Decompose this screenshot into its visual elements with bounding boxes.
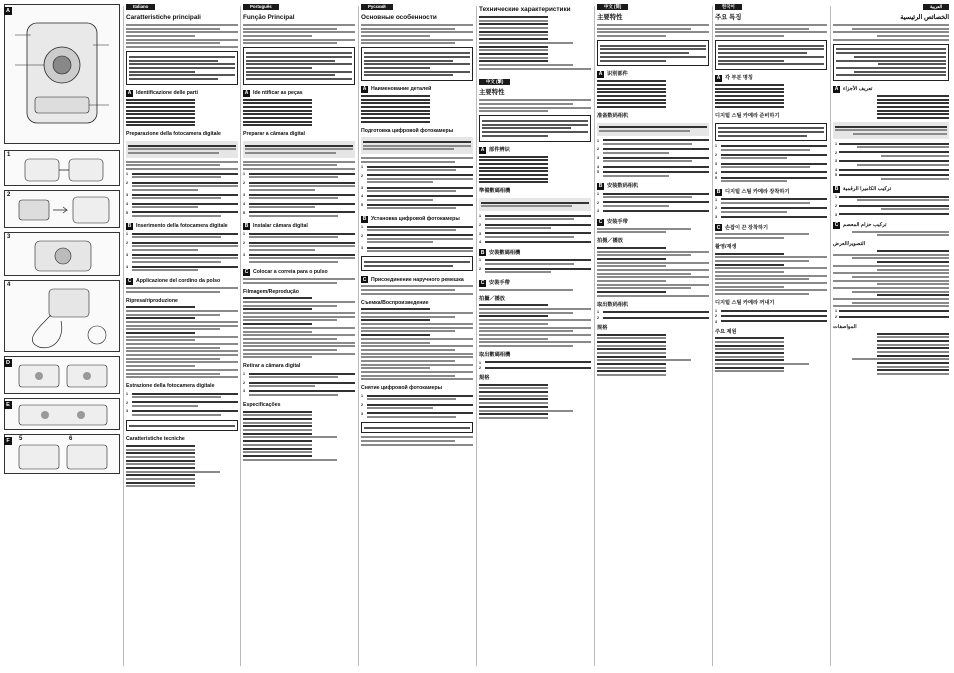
chinese-simp-section-prepare: 准备数码相机 [597,113,629,119]
korean-title: 주요 특징 [715,14,742,21]
chinese-trad-section-parts: A 部件辨识 [480,146,510,153]
language-tab-chinese-simp: 中文 (简) [597,4,628,10]
italiano-section-strap: C Applicazione del cordino da polso [127,278,221,285]
portugues-title: Função Principal [243,14,295,21]
italiano-section-prepare: Preparazione della fotocamera digitale [126,131,221,138]
language-tab-chinese-trad: 中文 (繁) [479,79,510,85]
korean-section-parts: A 각 부분 명칭 [716,75,753,82]
chinese-trad-section-install: B 安裝數碼相機 [480,249,521,256]
figure-step-3 [4,232,120,276]
figure-letter-f-panel [4,434,120,474]
column-divider [240,6,241,666]
housing-front-illustration [5,5,120,145]
korean-section-prepare: 디지털 스틸 카메라 준비하기 [715,113,780,119]
portugues-section-parts: A Ide ntificar as peças [244,89,303,96]
insert-camera-illustration [5,191,120,229]
figure-step-2-label: 2 [7,192,11,198]
korean-section-specs: 주요 제원 [715,328,737,335]
figure-letter-a: A [4,7,12,15]
figure-step-4-label: 4 [7,282,11,288]
column-russian: Русский Основные особенности A Наименование деталей Подготовка цифровой фотокамеры 1 2 3 4 5 B Установка цифровой фотокамеры 1 2 3 C Присоединение наручного ремешка Съемка/Воспроизведение Снятие цифровой фотокамеры 1 2 3 [361,4,473,668]
chinese-simp-section-install: B 安装数码相机 [598,183,639,190]
illustration-column [4,4,120,668]
russian-section-shoot: Съемка/Воспроизведение [361,299,429,306]
italiano-section-insert: B Inserimento della fotocamera digitale [127,223,228,230]
figure-step-1 [4,150,120,186]
italiano-section-remove: Estrazione della fotocamera digitale [126,383,215,390]
open-housing-illustration [5,151,120,187]
arabic-section-install: B تركيب الكاميرا الرقمية [834,186,892,193]
russian-section-prepare: Подготовка цифровой фотокамеры [361,127,454,134]
korean-section-install: B 디지털 스틸 카메라 장착하기 [716,188,790,195]
close-housing-illustration [5,233,120,277]
chinese-simp-section-strap: C 安装手带 [598,218,628,225]
russian-specs-title: Технические характеристики [479,6,571,13]
italiano-title: Caratteristiche principali [126,14,201,21]
column-divider [830,6,831,666]
buttons-illustration-e [5,399,120,431]
figure-step-1-label: 1 [7,152,11,158]
italiano-section-parts: A Identificazione delle parti [127,89,198,96]
arabic-section-parts: A تعريف الأجزاء [834,86,873,93]
arabic-title: الخصائص الرئيسية [900,14,949,21]
chinese-simp-title: 主要特性 [597,14,623,21]
column-italiano: Italiano Caratteristiche principali A Identificazione delle parti Preparazione della fotocamera digitale 1 2 3 4 5 B Inserimento della fotocamera digitale 1 2 3 4 C Applicazione del cordino da polso Ripresa/riproduzione Estrazione della fotocamera digitale 1 2 3 Caratteristiche tecniche [126,4,238,668]
language-tab-russian: Русский [361,4,393,10]
korean-section-shoot: 촬영/재생 [715,244,737,250]
column-korean: 한국어 주요 특징 A 각 부분 명칭 디지털 스틸 카메라 준비하기 1 2 3 4 5 B 디지털 스틸 카메라 장착하기 1 2 3 C 손잡이 끈 장착하기 촬영/재생 디지털 스틸 카메라 꺼내기 1 2 3 주요 제원 [715,4,827,668]
column-divider [712,6,713,666]
column-portugues: Português Função Principal A Ide ntificar as peças Preparar a câmara digital 1 2 3 4 5 B Instalar câmara digital 1 2 3 C Colocar a correia para o pulso Filmagem/Reprodução Retirar a câmara digital 1 2 3 Especificações [243,4,355,668]
language-tab-korean: 한국어 [715,4,742,10]
portugues-section-remove: Retirar a câmara digital [243,363,301,370]
arabic-section-specs: المواصفات [833,323,857,330]
figure-step-2 [4,190,120,228]
russian-section-strap: C Присоединение наручного ремешка [362,276,464,283]
russian-section-install: B Установка цифровой фотокамеры [362,216,460,223]
arabic-section-strap: C تركيب حزام المعصم [834,221,887,228]
chinese-simp-section-remove: 取出数码相机 [597,301,629,308]
arabic-section-shoot: التصوير/العرض [833,241,866,248]
italiano-section-specs: Caratteristiche tecniche [126,436,185,443]
language-tab-italiano: Italiano [126,4,155,10]
chinese-trad-section-specs: 規格 [479,375,490,382]
chinese-trad-section-shoot: 拍攝／播放 [479,295,505,302]
column-divider [358,6,359,666]
chinese-simp-section-parts: A 识别部件 [598,71,628,78]
language-tab-portugues: Português [243,4,279,10]
figure-letter-e-panel [4,398,120,430]
portugues-section-shoot: Filmagem/Reprodução [243,288,299,295]
russian-section-parts: A Наименование деталей [362,86,432,93]
figure-letter-d: D [4,359,12,367]
wrist-strap-illustration [5,281,120,353]
figure-step-4 [4,280,120,352]
column-divider [123,6,124,666]
column-chinese-simp: 中文 (简) 主要特性 A 识别部件 准备数码相机 1 2 3 4 5 B 安装数码相机 1 2 3 C 安装手带 拍摄／播放 取出数码相机 1 2 规格 [597,4,709,668]
chinese-simp-section-shoot: 拍摄／播放 [597,238,623,245]
chinese-trad-title: 主要特性 [479,89,505,97]
chinese-trad-section-prepare: 準備數碼相機 [479,188,511,195]
portugues-section-specs: Especificações [243,402,281,409]
portugues-section-prepare: Preparar a câmara digital [243,131,305,138]
figure-letter-d-panel [4,356,120,394]
column-divider [594,6,595,666]
chinese-trad-section-remove: 取出數碼相機 [479,351,511,358]
figure-step-5-label: 5 [19,436,23,442]
figure-letter-f: F [4,437,12,445]
korean-section-strap: C 손잡이 끈 장착하기 [716,224,768,231]
russian-section-remove: Снятие цифровой фотокамеры [361,385,443,392]
portugues-section-install: B Instalar câmara digital [244,223,308,230]
column-russian-specs-chinese-trad: Технические характеристики 中文 (繁) 主要特性 A 部件辨识 準備數碼相機 1 2 3 4 B 安裝數碼相機 1 2 C 安裝手帶 拍攝／播放 取出數碼相機 1 2 規格 [479,4,591,668]
figure-letter-e: E [4,401,12,409]
figure-parts-diagram [4,4,120,144]
chinese-simp-section-specs: 规格 [597,325,608,331]
buttons-illustration-d [5,357,120,395]
figure-step-3-label: 3 [7,234,11,240]
italiano-section-shoot: Ripresa/riproduzione [126,297,178,304]
russian-title: Основные особенности [361,14,437,21]
language-tab-arabic: العربية [923,4,949,10]
chinese-trad-section-strap: C 安裝手帶 [480,280,510,286]
figure-step-6-label: 6 [69,436,73,442]
column-arabic: العربية الخصائص الرئيسية A تعريف الأجزاء 1 2 3 4 5 B تركيب الكاميرا الرقمية 1 2 3 C تركيب حزام المعصم التصوير/العرض 1 2 المواصفات [833,4,949,668]
korean-section-remove: 디지털 스틸 카메라 꺼내기 [715,300,775,307]
column-divider [476,6,477,666]
portugues-section-strap: C Colocar a correia para o pulso [244,269,328,276]
